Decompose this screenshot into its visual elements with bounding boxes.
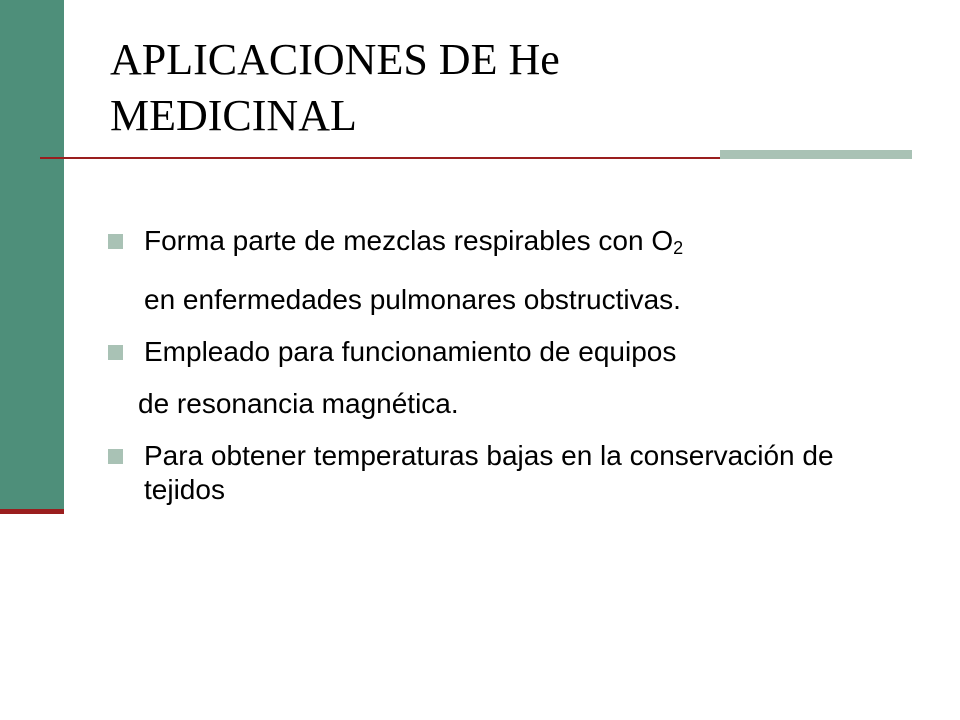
title-line-1: APLICACIONES DE He [110,35,560,84]
bullet-1-subscript: 2 [673,238,684,258]
title-line-2: MEDICINAL [110,91,357,140]
bullet-1-text: Forma parte de mezclas respirables con O [144,225,674,256]
bullet-1-continuation: en enfermedades pulmonares obstructivas. [144,284,681,315]
square-bullet-icon [108,345,123,360]
bullet-item-3 [108,430,908,507]
left-sidebar-bar [0,0,64,512]
bullet-2-continuation: de resonancia magnética. [138,388,459,419]
bullet-item-1 [108,215,908,274]
left-sidebar-accent [0,509,64,514]
bullet-2-text: Empleado para funcionamiento de equipos [144,336,677,367]
square-bullet-icon [108,449,123,464]
slide-title [110,32,930,144]
bullet-item-2 [108,326,908,378]
square-bullet-icon [108,234,123,249]
bullet-list [108,215,908,507]
title-accent-bar [720,150,912,159]
bullet-3-text: Para obtener temperaturas bajas en la conservación de tejidos [144,440,834,505]
